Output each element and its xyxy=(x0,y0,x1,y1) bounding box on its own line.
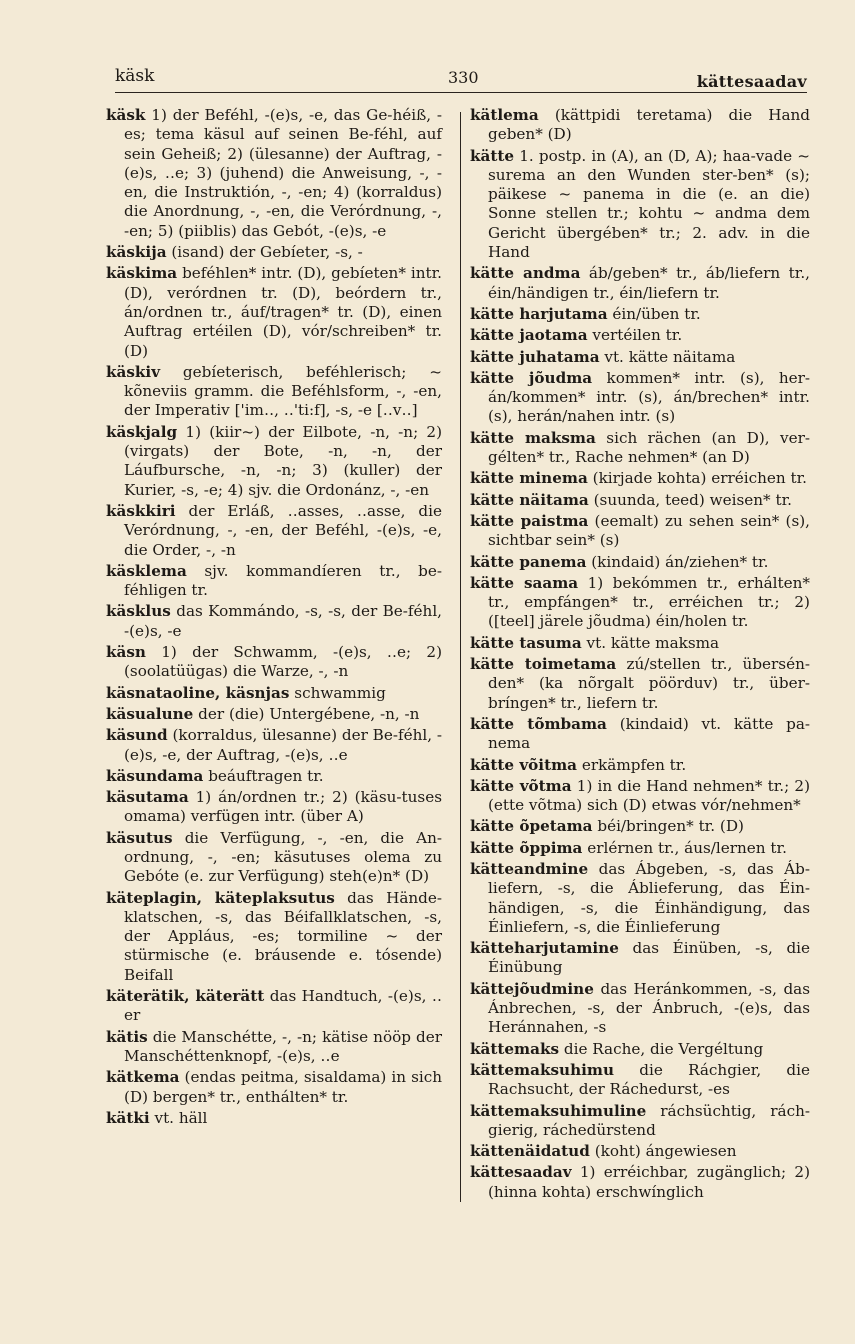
entry-headword: kätki xyxy=(106,1108,150,1127)
dictionary-entry xyxy=(106,423,442,500)
entry-definition: 1) der Schwamm, -(e)s, ‥e; 2) (soolatüügas) die Warze, -, -n xyxy=(124,643,442,681)
entry-definition: das Heránkommen, -s, das Ánbrechen, -s, der Ánbruch, -(e)s, das Heránnahen, -s xyxy=(488,979,811,1037)
dictionary-entry xyxy=(106,363,442,421)
entry-headword: käskima xyxy=(106,264,178,283)
entry-definition: der (die) Untergébene, -n, -n xyxy=(198,704,420,723)
entry-headword: kättemaksuhimuline xyxy=(470,1101,647,1120)
dictionary-entry xyxy=(470,326,810,345)
entry-definition: vertéilen tr. xyxy=(592,326,683,345)
entry-definition: vt. häll xyxy=(154,1108,208,1127)
entry-headword: kätte õppima xyxy=(470,838,583,857)
entry-headword: kätte panema xyxy=(470,552,587,571)
dictionary-entry xyxy=(470,264,810,303)
dictionary-entry xyxy=(470,469,810,488)
entry-definition: 1) erréichbar, zugänglich; 2) (hinna kohta) erschwínglich xyxy=(488,1163,810,1201)
dictionary-entry xyxy=(470,369,810,427)
entry-headword: kättesaadav xyxy=(470,1163,572,1182)
entry-definition: 1) bekómmen tr., erhálten* tr., empfángen* tr., erréichen tr.; 2) ([teel] järele jõudma) éin/holen tr. xyxy=(488,573,810,631)
dictionary-entry xyxy=(106,264,442,360)
entry-definition: ráchsüchtig, rách-gierig, ráchedürstend xyxy=(488,1101,810,1139)
entry-definition: (korraldus, ülesanne) der Be-féhl, -(e)s, -e, der Auftrag, -(e)s, ‥e xyxy=(124,726,443,764)
entry-definition: 1) in die Hand nehmen* tr.; 2) (ette võtma) sich (D) etwas vór/nehmen* xyxy=(488,776,811,815)
dictionary-entry xyxy=(470,715,810,754)
dictionary-entry xyxy=(470,980,810,1038)
entry-headword: käsualune xyxy=(106,704,194,723)
dictionary-entry xyxy=(106,562,442,601)
dictionary-entry xyxy=(470,305,810,324)
entry-headword: käsk xyxy=(106,106,146,124)
entry-headword: kätte võtma xyxy=(470,776,572,795)
entry-definition: das Handtuch, -(e)s, ‥er xyxy=(124,987,443,1025)
entry-definition: sjv. kommandíeren tr., be-féhligen tr. xyxy=(124,561,442,600)
entry-definition: (kättpidi teretama) die Hand geben* (D) xyxy=(488,106,811,144)
entry-definition: (kindaid) vt. kätte pa-nema xyxy=(488,714,811,753)
entry-headword: kätte tasuma xyxy=(470,633,582,652)
dictionary-entry xyxy=(106,1068,442,1107)
dictionary-entry xyxy=(106,502,442,560)
entry-definition: die Ráchgier, die Rachsucht, der Ráchedurst, -es xyxy=(488,1060,810,1099)
entry-headword: kätte võitma xyxy=(470,755,577,774)
dictionary-entry xyxy=(470,348,810,367)
dictionary-entry xyxy=(470,756,810,775)
entry-definition: die Rache, die Vergéltung xyxy=(563,1039,764,1058)
entry-definition: 1) der Beféhl, -(e)s, -e, das Ge-héiß, -es; tema käsul auf seinen Be-féhl, auf sein Geheiß; 2) (ülesanne) der Auftrag, -(e)s, ‥e; 3) (juhend) die Anweisung, -, -en, die Instruktión, -, -en; 4) (korraldus) die Anordnung, -, -en, die Verórdnung, -, -en; 5) (piiblis) das Gebót, -(e)s, -e xyxy=(124,106,443,240)
entry-definition: beféhlen* intr. (D), gebíeten* intr. (D), verórdnen tr. (D), beórdern tr., án/ordnen tr., áuf/tragen* tr. (D), einen Auftrag ertéilen (D), vór/schreiben* tr. (D) xyxy=(124,264,442,360)
entry-headword: käsutama xyxy=(106,788,189,807)
dictionary-entry xyxy=(106,788,442,827)
entry-definition: erlérnen tr., áus/lernen tr. xyxy=(587,838,787,857)
entry-headword: kättenäidatud xyxy=(470,1142,590,1161)
entry-definition: zú/stellen tr., übersén-den* (ka nõrgalt pöörduv) tr., über-bríngen* tr., liefern tr. xyxy=(488,655,810,712)
entry-headword: kätlema xyxy=(470,106,539,124)
dictionary-entry xyxy=(470,839,810,858)
dictionary-entry xyxy=(470,553,810,572)
column-divider xyxy=(460,112,461,1202)
dictionary-entry xyxy=(470,574,810,632)
left-column xyxy=(106,106,442,1130)
entry-headword: kätte paistma xyxy=(470,511,589,530)
entry-headword: käsklus xyxy=(106,602,171,621)
dictionary-entry xyxy=(470,939,810,978)
entry-headword: kätte minema xyxy=(470,469,588,488)
entry-definition: vt. kätte näitama xyxy=(604,347,736,366)
dictionary-entry xyxy=(470,860,810,937)
dictionary-entry xyxy=(106,726,442,765)
page-header xyxy=(115,62,807,93)
entry-headword: kätte maksma xyxy=(470,428,596,447)
dictionary-entry xyxy=(470,1102,810,1141)
dictionary-entry xyxy=(106,829,442,887)
entry-headword: käsnataoline, käsnjas xyxy=(106,683,290,702)
entry-headword: käsn xyxy=(106,643,146,662)
entry-headword: käskija xyxy=(106,243,167,262)
entry-definition: (kindaid) án/ziehen* tr. xyxy=(591,552,769,571)
dictionary-entry xyxy=(106,602,442,641)
entry-definition: béi/bringen* tr. (D) xyxy=(597,817,744,836)
entry-headword: kätte saama xyxy=(470,573,579,592)
dictionary-entry xyxy=(470,634,810,653)
dictionary-entry xyxy=(470,491,810,510)
dictionary-entry xyxy=(470,817,810,836)
dictionary-entry xyxy=(106,106,442,241)
entry-headword: kättejõudmine xyxy=(470,979,594,998)
entry-headword: käskiv xyxy=(106,362,161,381)
entry-headword: käsklema xyxy=(106,561,187,580)
entry-definition: das Kommándo, -s, -s, der Be-féhl, -(e)s, -e xyxy=(124,602,442,640)
entry-definition: das Éinüben, -s, die Éinübung xyxy=(488,939,811,977)
entry-definition: sich rächen (an D), ver-gélten* tr., Rache nehmen* (an D) xyxy=(488,428,810,467)
entry-headword: kätte jõudma xyxy=(470,368,593,387)
entry-definition: 1) (kiir~) der Eilbote, -n, -n; 2) (virgats) der Bote, -n, -n, der Láufbursche, -n, -n; 3) (kuller) der Kurier, -s, -e; 4) sjv. die Ordonánz, -, -en xyxy=(124,422,442,499)
entry-headword: kätteharjutamine xyxy=(470,939,619,958)
dictionary-entry xyxy=(106,684,442,703)
running-head-right: kättesaadav xyxy=(696,72,807,91)
entry-definition: der Erláß, ‥asses, ‥asse, die Verórdnung, -, -en, der Beféhl, -(e)s, -e, die Order, -, -n xyxy=(124,501,442,559)
entry-definition: (koht) ángewiesen xyxy=(594,1142,737,1161)
entry-definition: 1. postp. in (A), an (D, A); haa-vade ~ surema an den Wunden ster-ben* (s); päikese ~ panema in die (e. an die) Sonne stellen tr.; kohtu ~ andma dem Gericht übergében* tr.; 2. adv. in die Hand xyxy=(488,146,810,262)
dictionary-entry xyxy=(470,1142,810,1161)
dictionary-entry xyxy=(470,1163,810,1202)
entry-headword: kätte toimetama xyxy=(470,655,617,674)
dictionary-entry xyxy=(106,1028,442,1067)
running-head-left: käsk xyxy=(115,66,155,86)
entry-headword: kätte jaotama xyxy=(470,326,588,345)
right-column xyxy=(470,106,810,1204)
entry-headword: käskkiri xyxy=(106,501,176,520)
entry-definition: áb/geben* tr., áb/liefern tr., éin/händigen tr., éin/liefern tr. xyxy=(488,264,810,302)
entry-definition: kommen* intr. (s), her-án/kommen* intr. (s), án/brechen* intr. (s), herán/nahen intr. (s) xyxy=(488,368,811,426)
dictionary-entry xyxy=(470,147,810,263)
entry-headword: käskjalg xyxy=(106,422,178,441)
entry-definition: erkämpfen tr. xyxy=(581,755,687,774)
entry-headword: kätkema xyxy=(106,1068,180,1087)
entry-headword: kätte andma xyxy=(470,264,581,283)
dictionary-entry xyxy=(106,1109,442,1128)
entry-definition: gebíeterisch, beféhlerisch; ~ kõneviis gramm. die Beféhlsform, -, -en, der Imperativ ['im‥, ‥'ti:f], -s, -e [‥v‥] xyxy=(124,362,442,420)
entry-definition: vt. kätte maksma xyxy=(586,633,720,652)
entry-definition: das Ábgeben, -s, das Áb-liefern, -s, die Áblieferung, das Éin-händigen, -s, die Éinhändigung, das Éinliefern, -s, die Éinlieferung xyxy=(488,859,811,936)
dictionary-entry xyxy=(470,429,810,468)
entry-headword: kätis xyxy=(106,1027,148,1046)
dictionary-entry xyxy=(470,106,810,145)
entry-headword: käsund xyxy=(106,726,168,745)
entry-headword: kätte tõmbama xyxy=(470,714,607,733)
entry-headword: käsutus xyxy=(106,828,173,847)
dictionary-entry xyxy=(470,777,810,816)
dictionary-entry xyxy=(106,767,442,786)
dictionary-entry xyxy=(106,705,442,724)
dictionary-entry xyxy=(106,987,442,1026)
entry-headword: kätte näitama xyxy=(470,490,589,509)
entry-definition: (eemalt) zu sehen sein* (s), sichtbar sein* (s) xyxy=(488,511,811,550)
page-number: 330 xyxy=(448,68,479,87)
dictionary-entry xyxy=(470,1061,810,1100)
entry-definition: (suunda, teed) weisen* tr. xyxy=(593,490,792,509)
entry-headword: kättemaksuhimu xyxy=(470,1060,615,1079)
entry-definition: schwammig xyxy=(294,683,386,702)
dictionary-entry xyxy=(106,643,442,682)
entry-definition: das Hände-klatschen, -s, das Béifallklatschen, -s, der Appláus, -es; tormiline ~ der stürmische (e. bráusende e. tósende) Beifall xyxy=(124,888,442,984)
entry-headword: kätte harjutama xyxy=(470,304,608,323)
entry-definition: 1) án/ordnen tr.; 2) (käsu-tuses omama) verfügen intr. (über A) xyxy=(124,788,443,826)
entry-headword: käsundama xyxy=(106,766,204,785)
dictionary-entry xyxy=(470,512,810,551)
entry-definition: (isand) der Gebíeter, -s, - xyxy=(171,243,363,262)
dictionary-entry xyxy=(470,1040,810,1059)
entry-definition: (endas peitma, sisaldama) in sich (D) bergen* tr., enthálten* tr. xyxy=(124,1068,443,1106)
entry-headword: kätte õpetama xyxy=(470,817,593,836)
entry-definition: die Verfügung, -, -en, die An-ordnung, -, -en; käsutuses olema zu Gebóte (e. zur Verfügung) steh(e)n* (D) xyxy=(124,828,442,886)
entry-headword: käterätik, käterätt xyxy=(106,987,265,1006)
entry-headword: kätteandmine xyxy=(470,859,589,878)
entry-definition: die Manschétte, -, -n; kätise nööp der Manschéttenknopf, -(e)s, ‥e xyxy=(124,1027,443,1065)
entry-headword: kättemaks xyxy=(470,1039,560,1058)
entry-headword: kätte juhatama xyxy=(470,347,600,366)
dictionary-entry xyxy=(106,889,442,985)
entry-definition: (kirjade kohta) erréichen tr. xyxy=(592,469,807,488)
dictionary-entry xyxy=(470,655,810,713)
entry-definition: éin/üben tr. xyxy=(612,304,701,323)
entry-definition: beáuftragen tr. xyxy=(208,766,324,785)
entry-headword: kätte xyxy=(470,146,515,165)
entry-headword: käteplagin, käteplaksutus xyxy=(106,888,335,907)
dictionary-entry xyxy=(106,243,442,262)
